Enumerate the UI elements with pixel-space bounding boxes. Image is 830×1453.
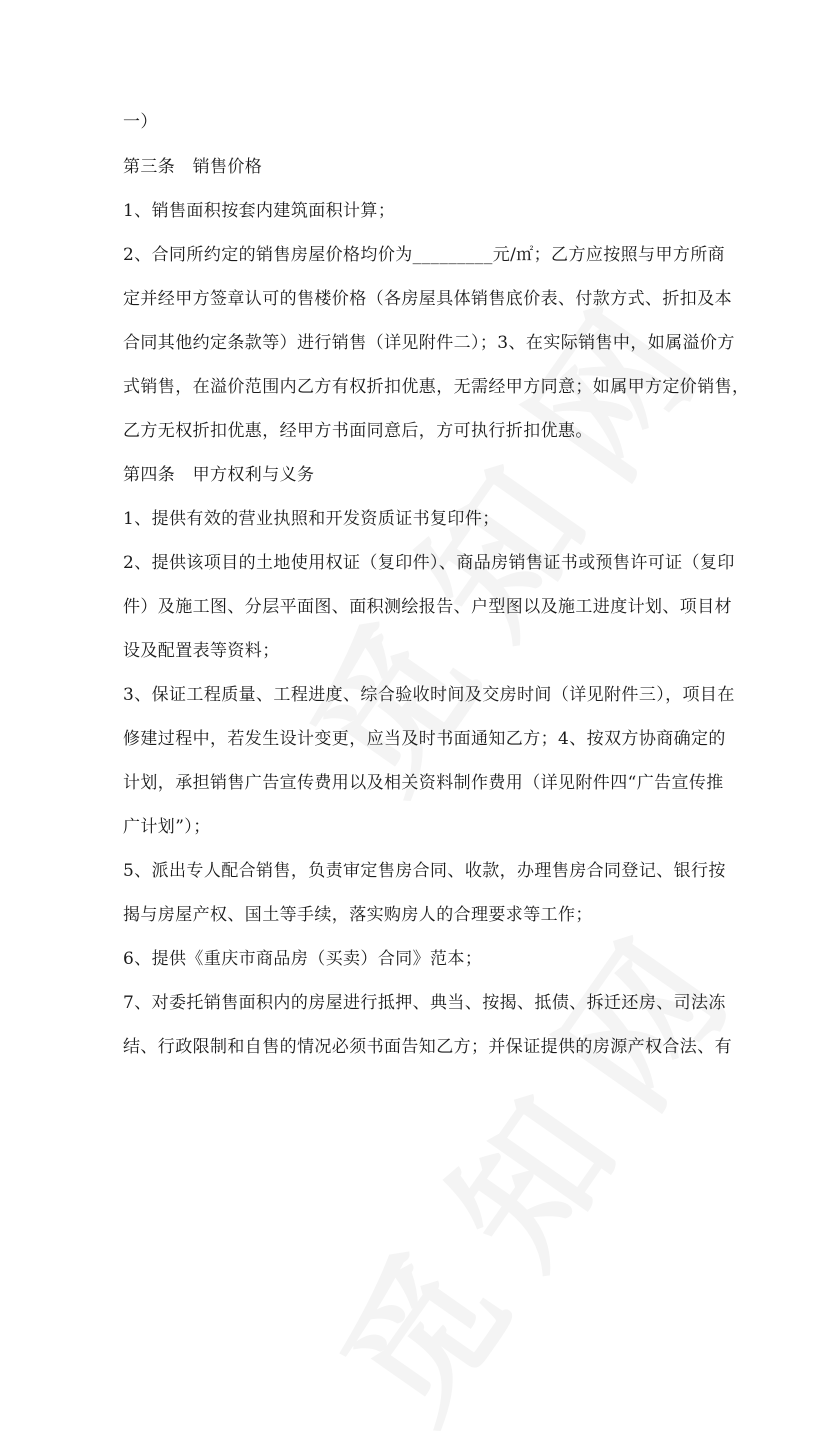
article-3-item-2-line-3: 合同其他约定条款等）进行销售（详见附件二）；3、在实际销售中，如属溢价方 <box>123 333 735 353</box>
article-4-item-4-line-2: 广计划”）； <box>123 817 211 837</box>
article-3-item-2-line-1: 2、合同所约定的销售房屋价格均价为_________元/㎡；乙方应按照与甲方所商 <box>123 245 726 265</box>
line-01-heading-fragment: 一） <box>123 112 158 132</box>
article-4-item-4-line-1: 计划，承担销售广告宣传费用以及相关资料制作费用（详见附件四“广告宣传推 <box>123 773 724 793</box>
article-4-item-1: 1、提供有效的营业执照和开发资质证书复印件； <box>123 509 500 529</box>
section-heading-article-4: 第四条 甲方权利与义务 <box>123 465 315 485</box>
article-4-item-7-line-2: 结、行政限制和自售的情况必须书面告知乙方；并保证提供的房源产权合法、有 <box>123 1037 732 1057</box>
article-4-item-3-line-2: 修建过程中，若发生设计变更，应当及时书面通知乙方；4、按双方协商确定的 <box>123 729 726 749</box>
article-3-item-3-line-2: 乙方无权折扣优惠，经甲方书面同意后，方可执行折扣优惠。 <box>123 421 593 441</box>
article-4-item-3-line-1: 3、保证工程质量、工程进度、综合验收时间及交房时间（详见附件三），项目在 <box>123 685 735 705</box>
article-3-item-1: 1、销售面积按套内建筑面积计算； <box>123 201 396 221</box>
article-4-item-7-line-1: 7、对委托销售面积内的房屋进行抵押、典当、按揭、抵债、拆迁还房、司法冻 <box>123 993 726 1013</box>
article-4-item-2-line-1: 2、提供该项目的土地使用权证（复印件）、商品房销售证书或预售许可证（复印 <box>123 553 735 573</box>
article-4-item-6: 6、提供《重庆市商品房（买卖）合同》范本； <box>123 949 483 969</box>
article-4-item-5-line-2: 揭与房屋产权、国土等手续，落实购房人的合理要求等工作； <box>123 905 593 925</box>
article-4-item-2-line-2: 件）及施工图、分层平面图、面积测绘报告、户型图以及施工进度计划、项目材 <box>123 597 732 617</box>
article-4-item-5-line-1: 5、派出专人配合销售，负责审定售房合同、收款，办理售房合同登记、银行按 <box>123 861 726 881</box>
article-4-item-2-line-3: 设及配置表等资料； <box>123 641 280 661</box>
article-3-item-2-line-2: 定并经甲方签章认可的售楼价格（各房屋具体销售底价表、付款方式、折扣及本 <box>123 289 732 309</box>
section-heading-article-3: 第三条 销售价格 <box>123 157 263 177</box>
article-3-item-3-line-1: 式销售，在溢价范围内乙方有权折扣优惠，无需经甲方同意；如属甲方定价销售， <box>123 377 750 397</box>
